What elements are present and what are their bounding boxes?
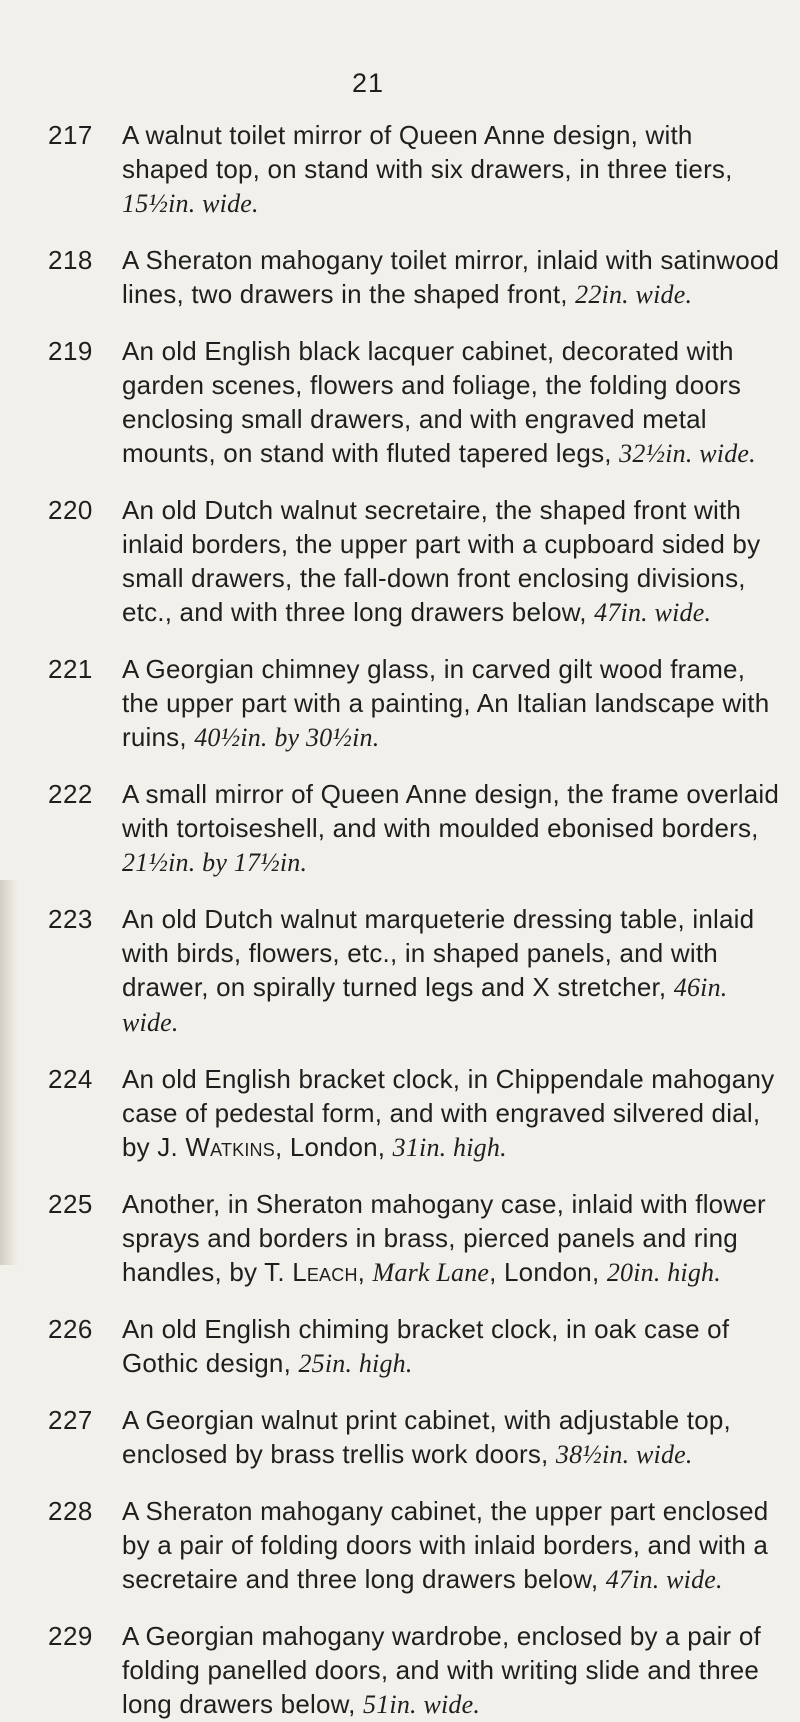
lot-description (110, 902, 783, 1040)
lot-dimension: 15½in. wide. (122, 189, 259, 218)
lot-description (110, 1494, 783, 1597)
lot-maker: Watkins (185, 1132, 275, 1162)
lot-dimension: 31in. high. (392, 1133, 507, 1162)
lot-entry (48, 118, 783, 221)
lot-dimension: 22in. wide. (575, 280, 693, 309)
lot-text: , (357, 1257, 373, 1287)
lot-list (48, 118, 783, 1722)
lot-number: 221 (48, 654, 93, 684)
lot-number: 222 (48, 779, 93, 809)
lot-entry (48, 493, 783, 630)
lot-entry (48, 1062, 783, 1165)
lot-text: A small mirror of Queen Anne design, the frame overlaid with tortoiseshell, and with moulded ebonised borders, (122, 779, 779, 843)
page-number: 21 (352, 68, 385, 98)
lot-text: A Georgian walnut print cabinet, with adjustable top, enclosed by brass trellis work doors, (122, 1405, 731, 1469)
lot-description (110, 1312, 783, 1381)
lot-number: 225 (48, 1189, 93, 1219)
lot-dimension: 38½in. wide. (555, 1440, 693, 1469)
lot-place: Mark Lane (372, 1258, 490, 1287)
lot-entry (48, 1312, 783, 1381)
lot-dimension: 40½in. by 30½in. (194, 723, 380, 752)
lot-maker: Leach (292, 1257, 358, 1287)
lot-number: 226 (48, 1314, 93, 1344)
lot-entry (48, 1403, 783, 1472)
lot-number: 224 (48, 1064, 93, 1094)
lot-dimension: 46in. wide. (122, 973, 728, 1037)
lot-description (110, 652, 783, 755)
lot-number: 227 (48, 1405, 93, 1435)
lot-text: A Sheraton mahogany cabinet, the upper part enclosed by a pair of folding doors with inlaid borders, and with a secretaire and three long drawers below, (122, 1496, 769, 1594)
lot-number: 220 (48, 495, 93, 525)
lot-dimension: 20in. high. (606, 1258, 721, 1287)
lot-dimension: 47in. wide. (594, 598, 712, 627)
lot-text: , London, (489, 1257, 607, 1287)
lot-number: 217 (48, 120, 93, 150)
lot-text: A Sheraton mahogany toilet mirror, inlaid with satinwood lines, two drawers in the shaped front, (122, 245, 780, 309)
lot-entry (48, 243, 783, 312)
lot-number: 229 (48, 1621, 93, 1651)
lot-entry (48, 1187, 783, 1290)
lot-dimension: 32½in. wide. (619, 439, 756, 468)
lot-text: A walnut toilet mirror of Queen Anne design, with shaped top, on stand with six drawers, in three tiers, (122, 120, 733, 184)
lot-text: An old Dutch walnut marqueterie dressing table, inlaid with birds, flowers, etc., in shaped panels, and with drawer, on spirally turned legs and X stretcher, (122, 904, 755, 1002)
lot-text: An old English black lacquer cabinet, decorated with garden scenes, flowers and foliage, the folding doors enclosing small drawers, and with engraved metal mounts, on stand with fluted tapered legs, (122, 336, 742, 468)
lot-description (110, 243, 783, 312)
lot-entry (48, 777, 783, 880)
lot-number: 223 (48, 904, 93, 934)
lot-text: An old English chiming bracket clock, in oak case of Gothic design, (122, 1314, 730, 1378)
lot-entry (48, 1619, 783, 1722)
lot-description (110, 493, 783, 630)
lot-description (110, 1403, 783, 1472)
lot-text: , London, (274, 1132, 393, 1162)
lot-entry (48, 334, 783, 471)
lot-entry (48, 902, 783, 1040)
lot-text: An old English bracket clock, in Chippendale mahogany case of pedestal form, and with engraved silvered dial, by J. (122, 1064, 775, 1162)
lot-dimension: 51in. wide. (363, 1690, 481, 1719)
lot-text: A Georgian mahogany wardrobe, enclosed by a pair of folding panelled doors, and with writing slide and three long drawers below, (122, 1621, 761, 1719)
lot-dimension: 47in. wide. (605, 1565, 723, 1594)
lot-number: 228 (48, 1496, 93, 1526)
lot-description (110, 777, 783, 880)
lot-description (110, 1619, 783, 1722)
lot-description (110, 334, 783, 471)
lot-dimension: 25in. high. (298, 1349, 413, 1378)
lot-text: A Georgian chimney glass, in carved gilt wood frame, the upper part with a painting, An Italian landscape with ruins, (122, 654, 770, 752)
lot-text: Another, in Sheraton mahogany case, inlaid with flower sprays and borders in brass, pierced panels and ring handles, by T. (122, 1189, 766, 1287)
lot-dimension: 21½in. by 17½in. (122, 848, 308, 877)
lot-description (110, 1187, 783, 1290)
lot-number: 219 (48, 336, 93, 366)
lot-entry (48, 652, 783, 755)
page-spine-shadow (0, 880, 18, 1265)
lot-description (110, 118, 783, 221)
lot-number: 218 (48, 245, 93, 275)
lot-description (110, 1062, 783, 1165)
lot-entry (48, 1494, 783, 1597)
lot-text: An old Dutch walnut secretaire, the shaped front with inlaid borders, the upper part with a cupboard sided by small drawers, the fall-down front enclosing divisions, etc., and with three long drawers below, (122, 495, 761, 627)
